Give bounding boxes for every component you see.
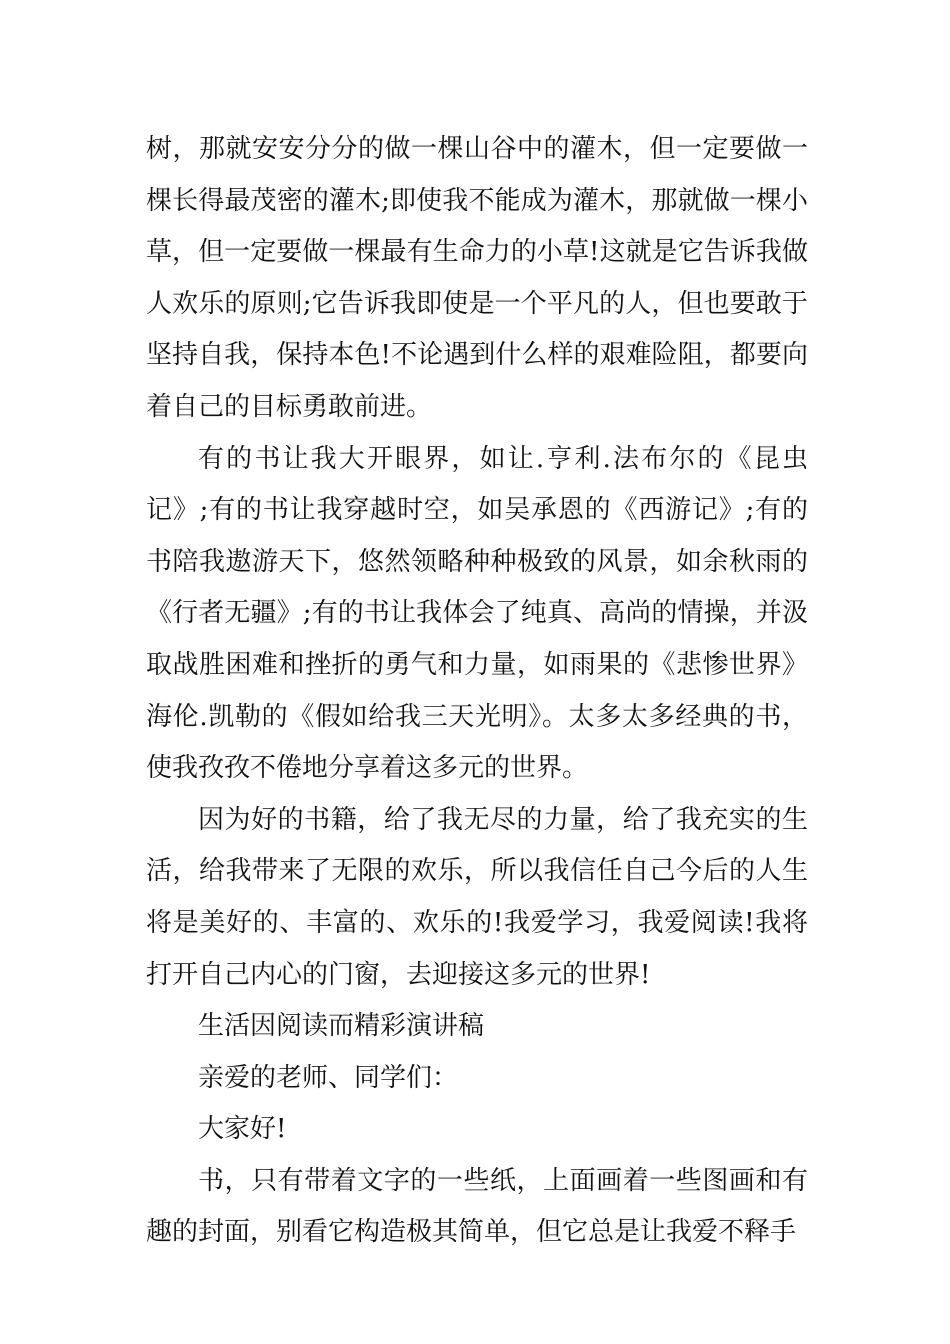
paragraph-speech-opening: 书，只有带着文字的一些纸，上面画着一些图画和有趣的封面，别看它构造极其简单，但它总是让我爱不释手	[146, 1165, 808, 1248]
paragraph-books-examples: 有的书让我大开眼界，如让.亨利.法布尔的《昆虫记》;有的书让我穿越时空，如吴承恩的《西游记》;有的书陪我遨游天下，悠然领略种种极致的风景，如余秋雨的《行者无疆》;有的书让我体会了纯真、高尚的情操，并汲取战胜困难和挫折的勇气和力量，如雨果的《悲惨世界》海伦.凯勒的《假如给我三天光明》。太多太多经典的书，使我孜孜不倦地分享着这多元的世界。	[146, 443, 808, 784]
paragraph-continuation: 树，那就安安分分的做一棵山谷中的灌木，但一定要做一棵长得最茂密的灌木;即使我不能成为灌木，那就做一棵小草，但一定要做一棵最有生命力的小草!这就是它告诉我做人欢乐的原则;它告诉我即使是一个平凡的人，但也要敢于坚持自我，保持本色!不论遇到什么样的艰难险阻，都要向着自己的目标勇敢前进。	[146, 134, 808, 422]
paragraph-conclusion: 因为好的书籍，给了我无尽的力量，给了我充实的生活，给我带来了无限的欢乐，所以我信任自己今后的人生将是美好的、丰富的、欢乐的!我爱学习，我爱阅读!我将打开自己内心的门窗，去迎接这多元的世界!	[146, 804, 808, 990]
speech-title: 生活因阅读而精彩演讲稿	[198, 1011, 485, 1042]
speech-greeting: 大家好!	[198, 1114, 287, 1145]
speech-salutation: 亲爱的老师、同学们：	[198, 1062, 459, 1093]
document-body	[146, 124, 808, 1259]
